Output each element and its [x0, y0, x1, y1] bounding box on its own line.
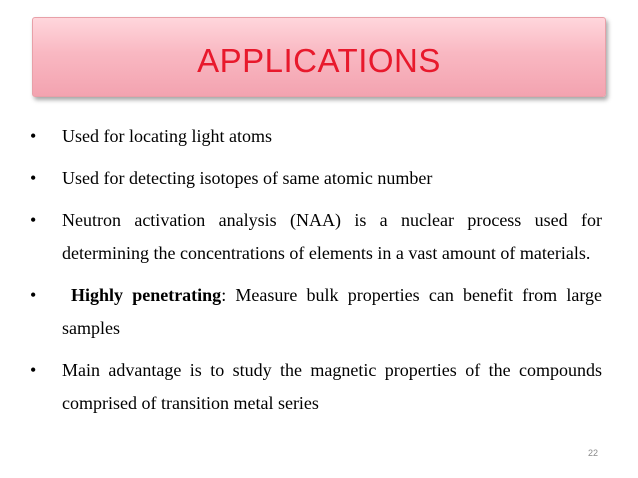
- list-item-text: Used for locating light atoms: [62, 126, 272, 146]
- bullet-icon: •: [30, 126, 37, 146]
- list-item: [26, 120, 602, 153]
- list-item: [26, 279, 602, 345]
- list-item-text: Neutron activation analysis (NAA) is a nuclear process used for determining the concentrations of elements in a vast amount of materials.: [62, 210, 602, 263]
- page-number: 22: [588, 448, 599, 458]
- bullet-list: [26, 120, 602, 429]
- list-item-text: : Measure bulk properties can benefit from large samples: [62, 285, 602, 338]
- list-item-text: Main advantage is to study the magnetic properties of the compounds comprised of transition metal series: [62, 360, 602, 413]
- list-item: [26, 162, 602, 195]
- bullet-icon: •: [30, 360, 37, 380]
- list-item-bold-lead: Highly penetrating: [71, 285, 222, 305]
- bullet-icon: •: [30, 210, 37, 230]
- page-title: APPLICATIONS: [197, 42, 441, 79]
- bullet-icon: •: [30, 285, 37, 305]
- bullet-icon: •: [30, 168, 37, 188]
- list-item: [26, 204, 602, 270]
- title-banner: [32, 17, 606, 97]
- list-item-text: Used for detecting isotopes of same atomic number: [62, 168, 433, 188]
- list-item: [26, 354, 602, 420]
